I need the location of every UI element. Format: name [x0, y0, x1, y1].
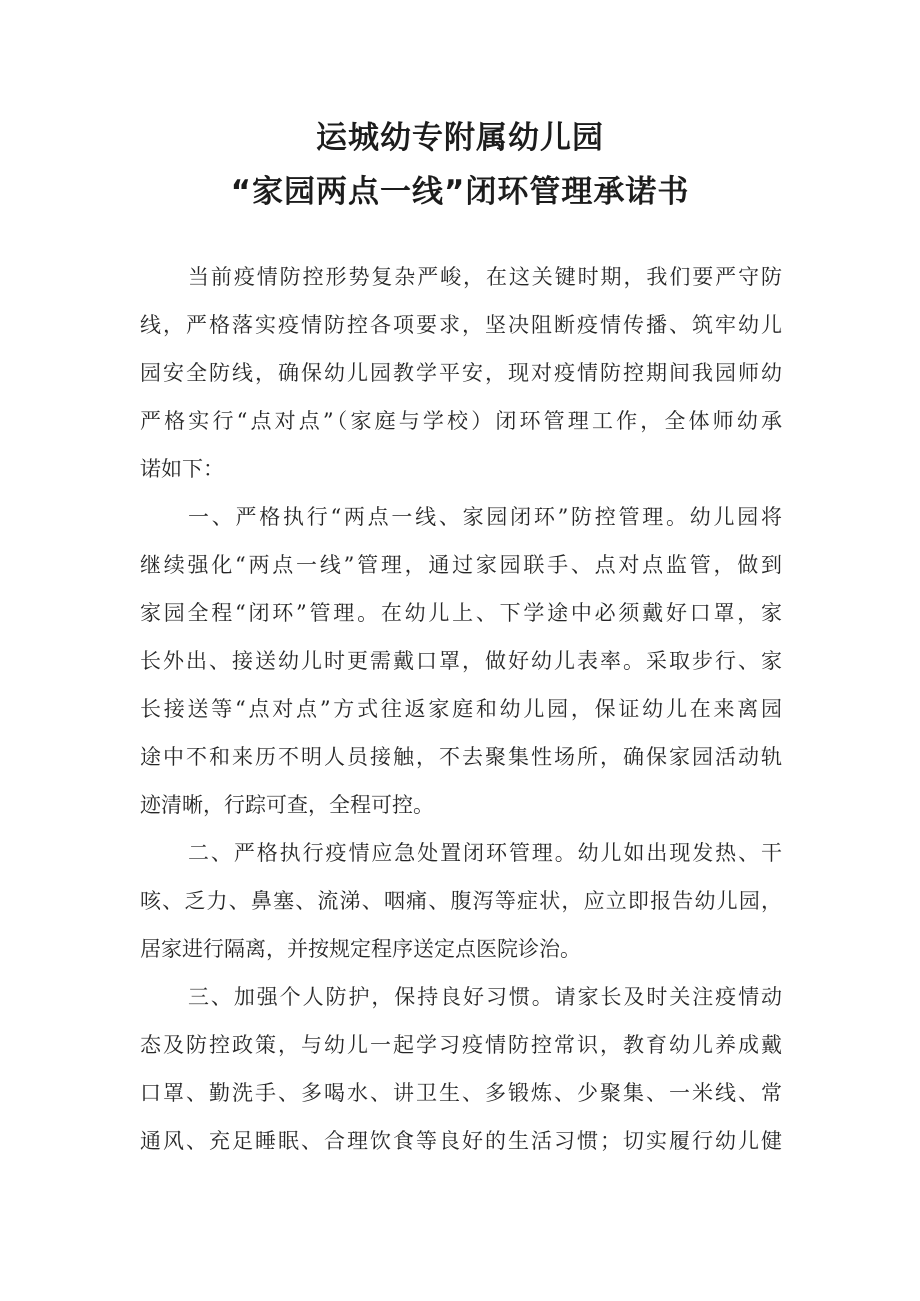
- body-line: 当前疫情防控形势复杂严峻，在这关键时期，我们要严守防: [188, 265, 782, 289]
- body-line: 态及防控政策，与幼儿一起学习疫情防控常识，教育幼儿养成戴: [140, 1033, 782, 1057]
- body-line: 途中不和来历不明人员接触，不去聚集性场所，确保家园活动轨: [140, 745, 782, 769]
- body-line: 二、严格执行疫情应急处置闭环管理。幼儿如出现发热、干: [188, 841, 782, 865]
- body-line: 迹清晰，行踪可查，全程可控。: [140, 793, 434, 817]
- body-line: 通风、充足睡眠、合理饮食等良好的生活习惯；切实履行幼儿健: [140, 1129, 782, 1153]
- body-line: 三、加强个人防护，保持良好习惯。请家长及时关注疫情动: [188, 985, 782, 1009]
- body-line: 园安全防线，确保幼儿园教学平安，现对疫情防控期间我园师幼: [140, 361, 782, 385]
- body-line: 咳、乏力、鼻塞、流涕、咽痛、腹泻等症状，应立即报告幼儿园，: [140, 889, 782, 913]
- body-line: 诺如下：: [140, 457, 224, 481]
- body-line: 继续强化“两点一线”管理，通过家园联手、点对点监管，做到: [140, 553, 782, 577]
- body-line: 一、严格执行“两点一线、家园闭环”防控管理。幼儿园将: [188, 505, 782, 529]
- body-line: 口罩、勤洗手、多喝水、讲卫生、多锻炼、少聚集、一米线、常: [140, 1081, 782, 1105]
- document-title-line-1: 运城幼专附属幼儿园: [316, 120, 604, 156]
- body-line: 线，严格落实疫情防控各项要求，坚决阻断疫情传播、筑牢幼儿: [140, 313, 782, 337]
- document-title-line-2: “家园两点一线”闭环管理承诺书: [230, 174, 690, 210]
- body-line: 严格实行“点对点”（家庭与学校）闭环管理工作，全体师幼承: [140, 409, 782, 433]
- body-line: 长外出、接送幼儿时更需戴口罩，做好幼儿表率。采取步行、家: [140, 649, 782, 673]
- body-line: 家园全程“闭环”管理。在幼儿上、下学途中必须戴好口罩，家: [140, 601, 782, 625]
- body-line: 长接送等“点对点”方式往返家庭和幼儿园，保证幼儿在来离园: [140, 697, 782, 721]
- body-line: 居家进行隔离，并按规定程序送定点医院诊治。: [140, 937, 581, 961]
